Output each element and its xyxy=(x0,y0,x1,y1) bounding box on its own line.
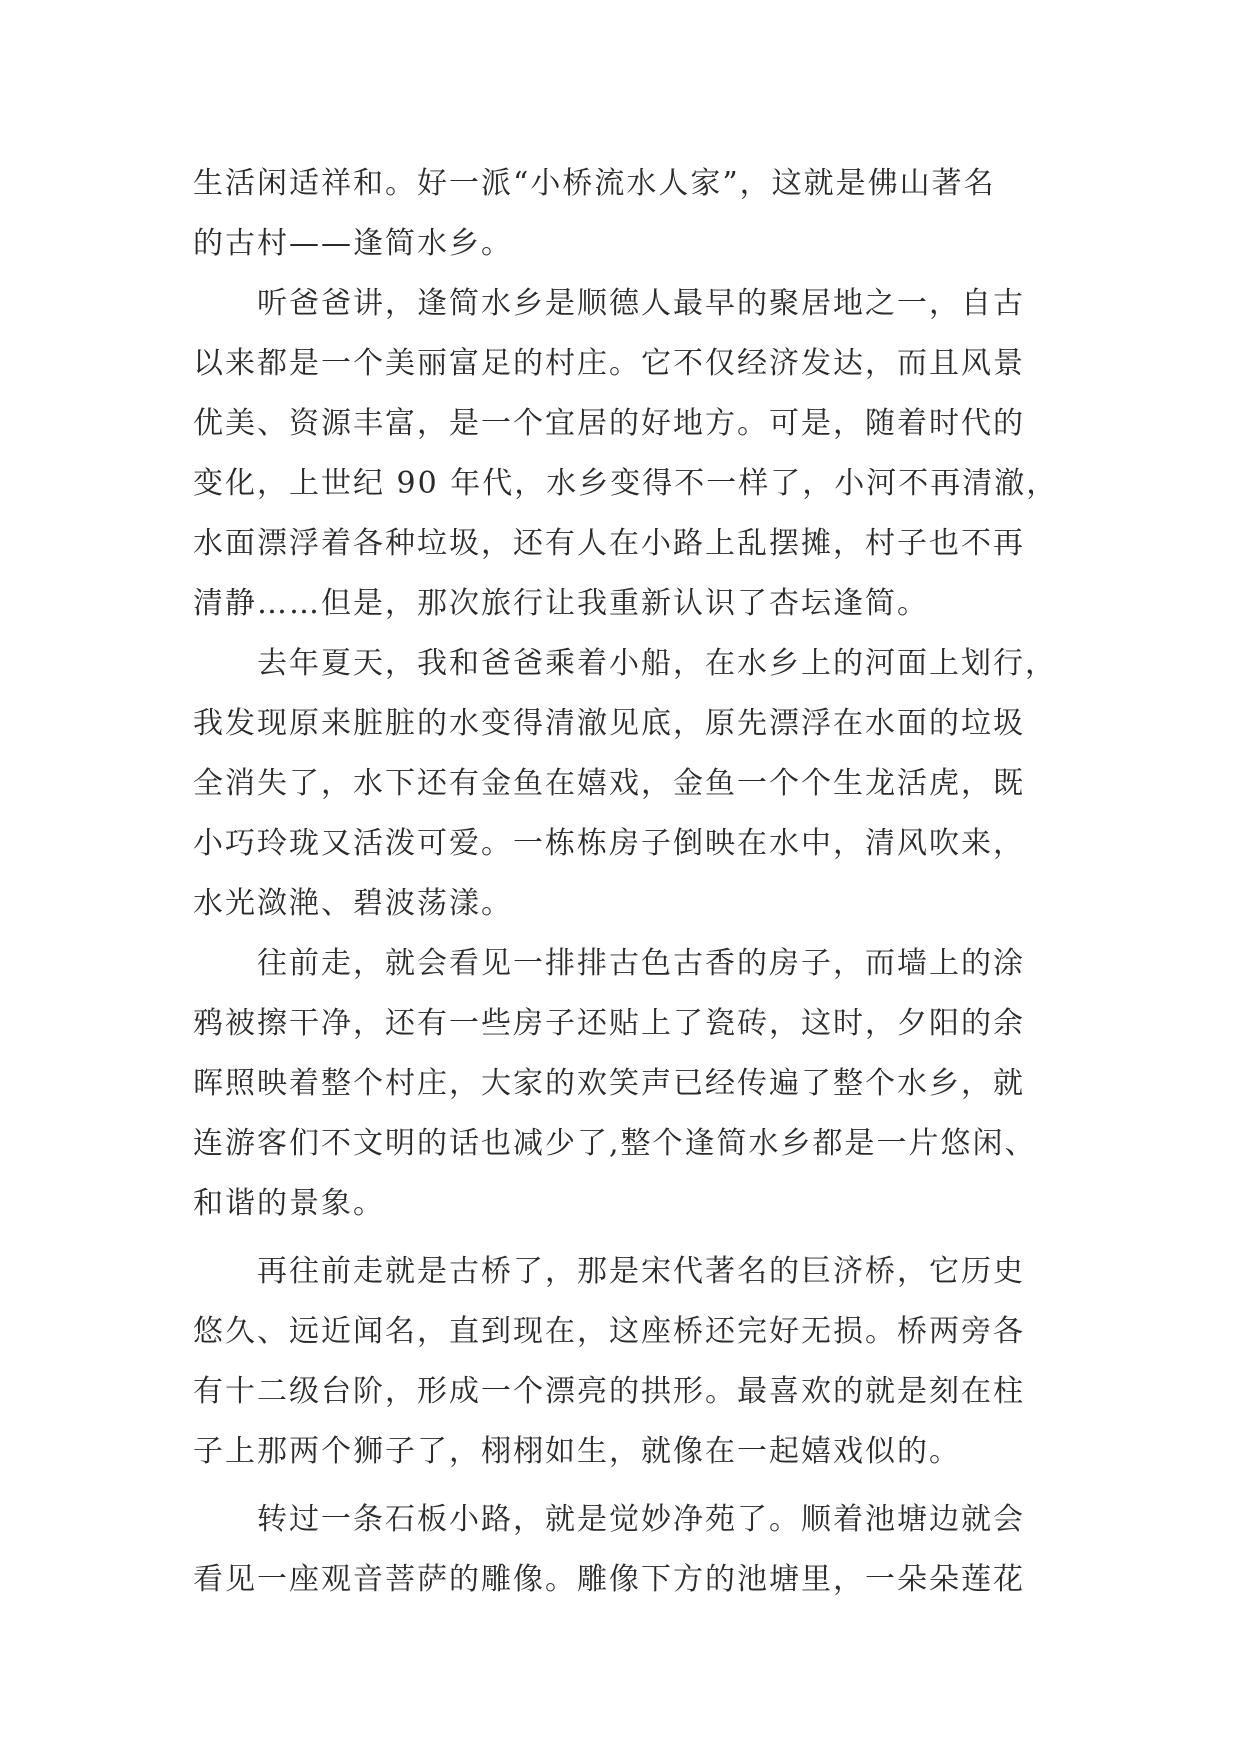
text-line: 连游客们不文明的话也减少了,整个逢简水乡都是一片悠闲、 xyxy=(193,1126,1037,1161)
document-body xyxy=(193,166,1059,1622)
text-line: 看见一座观音菩萨的雕像。雕像下方的池塘里，一朵朵莲花 xyxy=(193,1562,1025,1597)
text-line: 优美、资源丰富，是一个宜居的好地方。可是，随着时代的 xyxy=(193,406,1025,441)
text-line: 水光潋滟、碧波荡漾。 xyxy=(193,886,513,921)
text-line: 去年夏天，我和爸爸乘着小船，在水乡上的河面上划行， xyxy=(257,646,1057,681)
text-line: 子上那两个狮子了，栩栩如生，就像在一起嬉戏似的。 xyxy=(193,1434,961,1469)
text-line: 鸦被擦干净，还有一些房子还贴上了瓷砖，这时，夕阳的余 xyxy=(193,1006,1025,1041)
text-line: 再往前走就是古桥了，那是宋代著名的巨济桥，它历史 xyxy=(257,1254,1025,1289)
text-line: 清静……但是，那次旅行让我重新认识了杏坛逢简。 xyxy=(193,586,929,621)
text-line: 以来都是一个美丽富足的村庄。它不仅经济发达，而且风景 xyxy=(193,346,1025,381)
text-line: 往前走，就会看见一排排古色古香的房子，而墙上的涂 xyxy=(257,946,1025,981)
text-line: 生活闲适祥和。好一派“小桥流水人家”，这就是佛山著名 xyxy=(193,166,996,201)
text-line: 的古村——逢简水乡。 xyxy=(193,226,513,261)
text-line: 小巧玲珑又活泼可爱。一栋栋房子倒映在水中，清风吹来， xyxy=(193,826,1025,861)
text-line: 有十二级台阶，形成一个漂亮的拱形。最喜欢的就是刻在柱 xyxy=(193,1374,1025,1409)
paragraph xyxy=(193,166,1053,286)
text-line: 全消失了，水下还有金鱼在嬉戏，金鱼一个个生龙活虎，既 xyxy=(193,766,1025,801)
paragraph xyxy=(193,946,1053,1246)
paragraph xyxy=(193,646,1057,946)
text-line: 水面漂浮着各种垃圾，还有人在小路上乱摆摊，村子也不再 xyxy=(193,526,1025,561)
text-line: 听爸爸讲，逢简水乡是顺德人最早的聚居地之一，自古 xyxy=(257,286,1025,321)
paragraph xyxy=(193,1502,1053,1622)
text-line: 变化，上世纪 90 年代，水乡变得不一样了，小河不再清澈， xyxy=(193,466,1059,501)
paragraph xyxy=(193,286,1059,646)
text-line: 和谐的景象。 xyxy=(193,1186,385,1221)
text-line: 悠久、远近闻名，直到现在，这座桥还完好无损。桥两旁各 xyxy=(193,1314,1025,1349)
text-line: 晖照映着整个村庄，大家的欢笑声已经传遍了整个水乡，就 xyxy=(193,1066,1025,1101)
text-line: 我发现原来脏脏的水变得清澈见底，原先漂浮在水面的垃圾 xyxy=(193,706,1025,741)
text-line: 转过一条石板小路，就是觉妙净苑了。顺着池塘边就会 xyxy=(257,1502,1025,1537)
paragraph xyxy=(193,1254,1053,1494)
